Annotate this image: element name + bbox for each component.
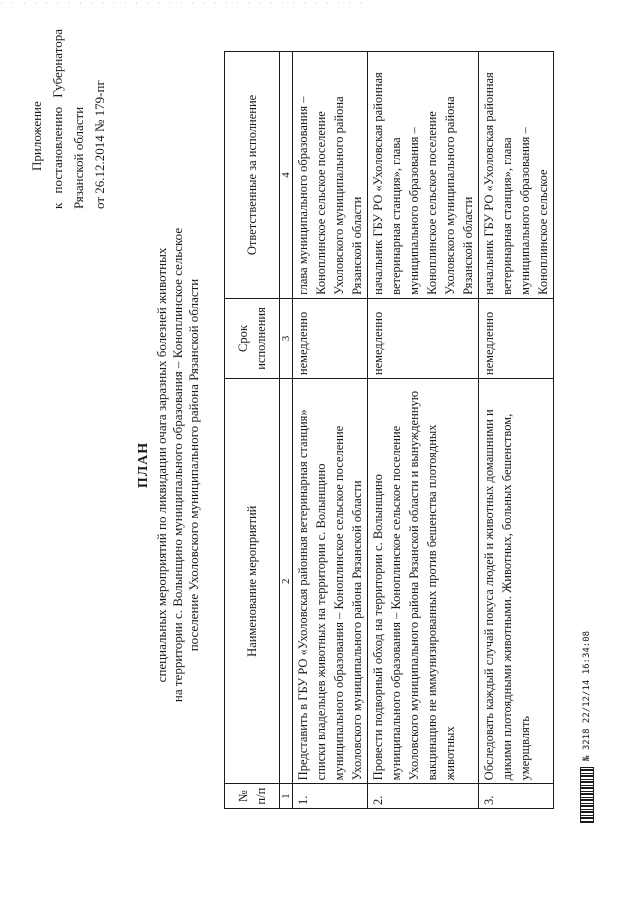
scan-edge-marks: · · · · · · · · · · · · · · · · · · · · · · · · · · · · · · · · · bbox=[0, 0, 365, 7]
appendix-title: Приложение bbox=[29, 101, 44, 171]
row-measure: Обследовать каждый случай покуса людей и животных домашними и дикими плотоядными животными. Животных, больных бешенством, умерщвлять bbox=[479, 379, 554, 784]
table-row bbox=[293, 52, 368, 809]
header-deadline: Срок исполнения bbox=[225, 298, 280, 378]
appendix-word-decree: постановлению bbox=[50, 106, 65, 194]
column-number: 4 bbox=[280, 52, 293, 299]
row-measure: Провести подворный обход на территории с. Волынщино муниципального образования – Коноплинское сельское поселение Ухоловского муниципального района Рязанской области и вынужденную вакцинацию не иммунизированных против бешенства плотоядных животных bbox=[368, 379, 479, 784]
registration-stamp-text: № 3218 22/12/14 16:34:08 bbox=[582, 630, 592, 761]
barcode-icon bbox=[580, 767, 594, 823]
appendix-word-k: к bbox=[50, 202, 65, 209]
column-number: 1 bbox=[280, 784, 293, 809]
plan-subtitle-line-3: поселение Ухоловского муниципального района Рязанской области bbox=[186, 278, 201, 652]
row-deadline: немедленно bbox=[479, 298, 554, 378]
column-number-row bbox=[280, 52, 293, 809]
appendix-region: Рязанской области bbox=[71, 106, 86, 209]
appendix-word-governor: Губернатора bbox=[50, 29, 65, 98]
row-number: 3. bbox=[479, 784, 554, 809]
row-deadline: немедленно bbox=[368, 298, 479, 378]
appendix-block bbox=[26, 29, 110, 209]
column-number: 3 bbox=[280, 298, 293, 378]
header-number: № п/п bbox=[225, 784, 280, 809]
appendix-reference-line bbox=[47, 29, 68, 209]
plan-subtitle-line-2: на территории с. Волынщино муниципального образования – Коноплинское сельское bbox=[170, 227, 185, 703]
plan-heading bbox=[136, 145, 202, 785]
row-number: 1. bbox=[293, 784, 368, 809]
registration-stamp bbox=[580, 631, 594, 823]
row-responsible: начальник ГБУ РО «Ухоловская районная ветеринарная станция», глава муниципального образования – Коноплинское сельское bbox=[479, 52, 554, 299]
column-number: 2 bbox=[280, 379, 293, 784]
row-deadline: немедленно bbox=[293, 298, 368, 378]
table-row bbox=[368, 52, 479, 809]
plan-title: ПЛАН bbox=[136, 441, 151, 489]
table-header-row bbox=[225, 52, 280, 809]
row-number: 2. bbox=[368, 784, 479, 809]
header-measure: Наименование мероприятий bbox=[225, 379, 280, 784]
table-row bbox=[479, 52, 554, 809]
row-measure: Представить в ГБУ РО «Ухоловская районная ветеринарная станция» списки владельцев животных на территории с. Волынщино муниципального образования – Коноплинское сельское поселение Ухоловского муниципального района Рязанской области bbox=[293, 379, 368, 784]
plan-table bbox=[224, 51, 554, 809]
plan-subtitle-line-1: специальных мероприятий по ликвидации очага заразных болезней животных bbox=[154, 247, 169, 683]
header-responsible: Ответственные за исполнение bbox=[225, 52, 280, 299]
row-responsible: глава муниципального образования – Коноплинское сельское поселение Ухоловского муниципального района Рязанской области bbox=[293, 52, 368, 299]
row-responsible: начальник ГБУ РО «Ухоловская районная ветеринарная станция», глава муниципального образования – Коноплинское сельское поселение Ухоловского муниципального района Рязанской области bbox=[368, 52, 479, 299]
appendix-date-number: от 26.12.2014 № 179-пг bbox=[92, 80, 107, 209]
